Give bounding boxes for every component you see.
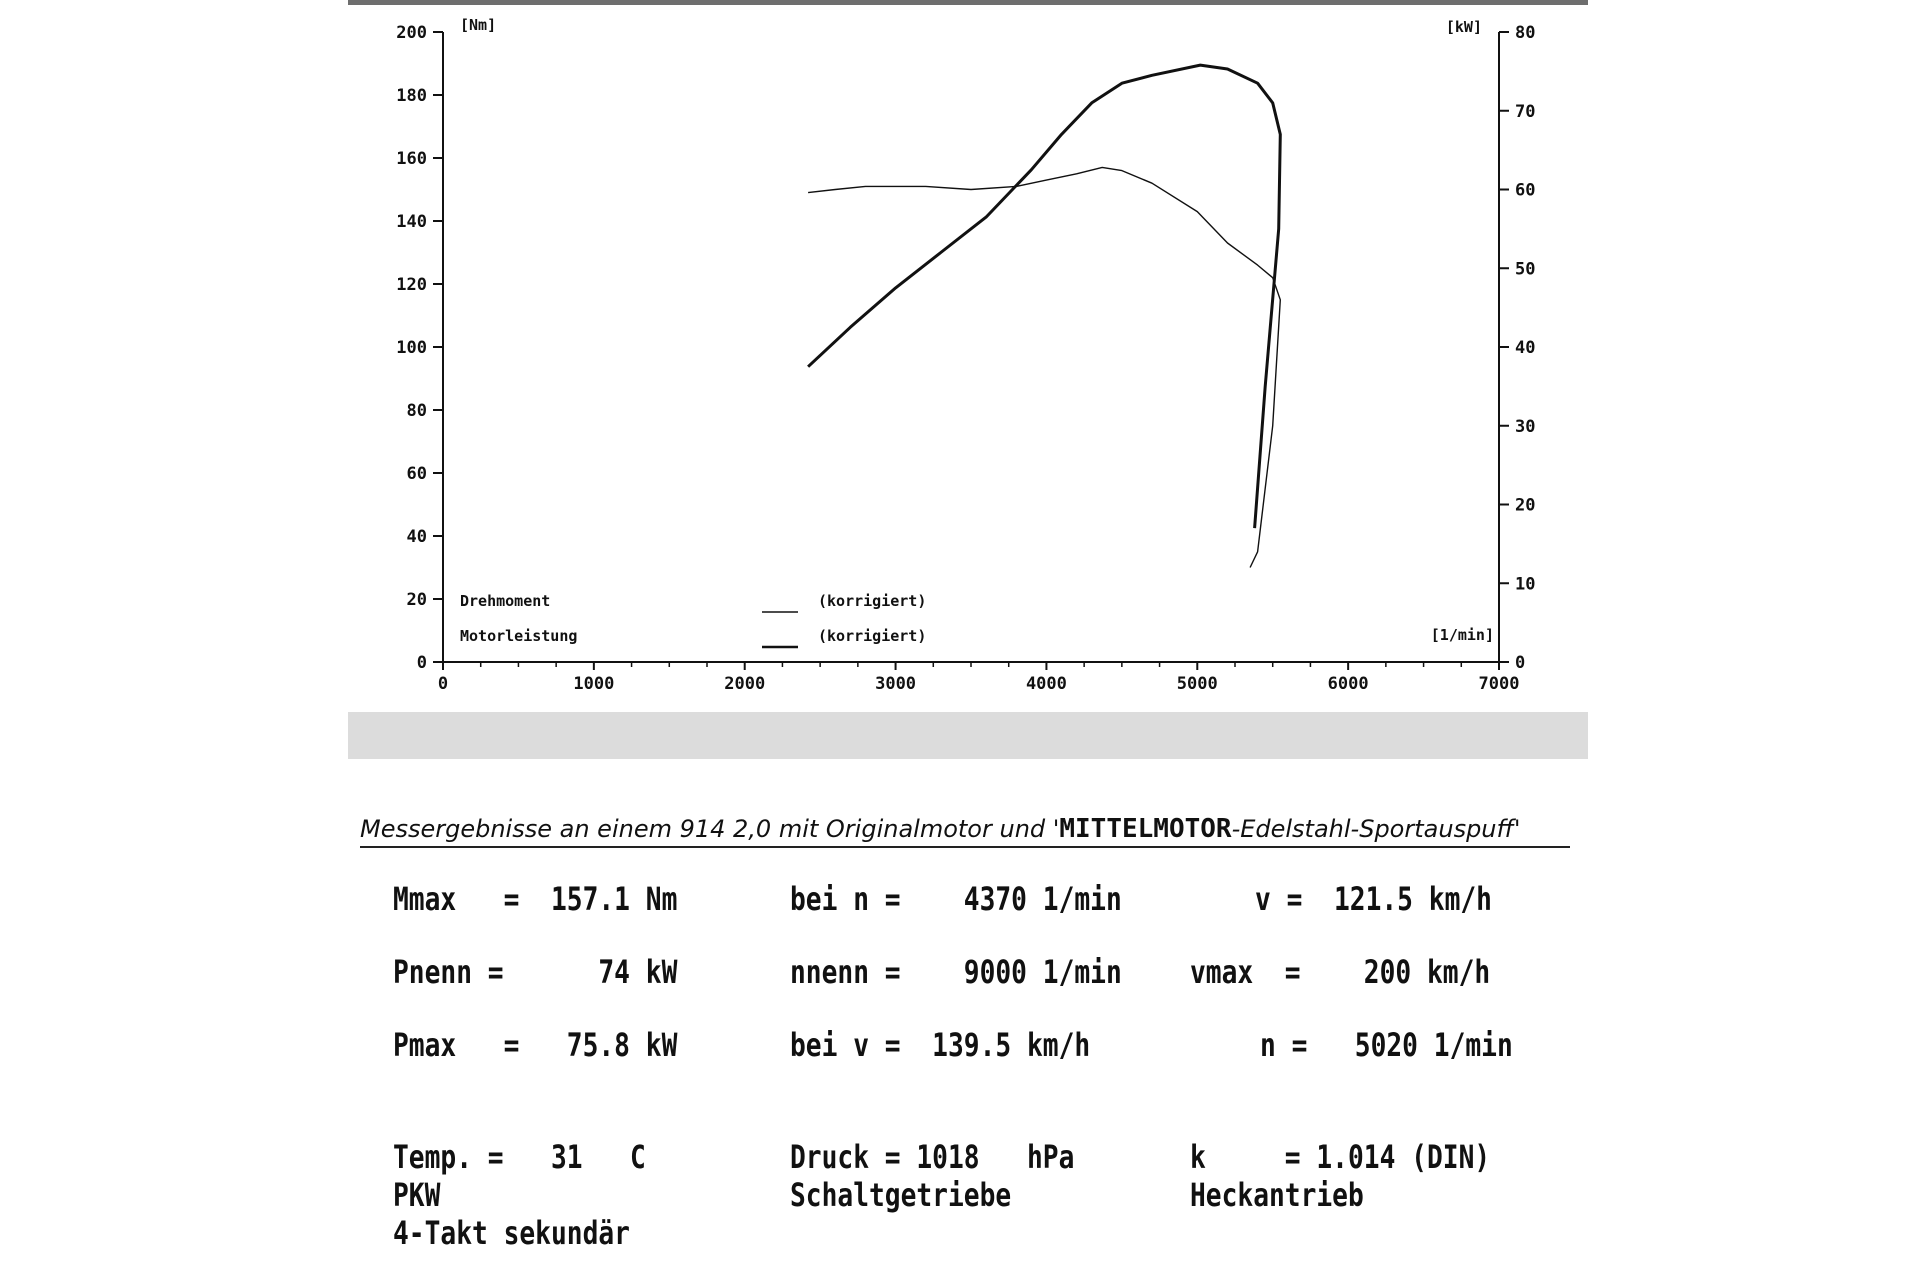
y-left-tick-label: 180 — [396, 86, 427, 106]
y-right-tick-label: 50 — [1515, 259, 1536, 280]
x-unit-label: [1/min] — [1430, 626, 1494, 644]
x-tick-label: 2000 — [724, 674, 766, 694]
y-right-tick-label: 60 — [1515, 180, 1536, 201]
y-right-tick-label: 70 — [1515, 101, 1536, 122]
transmission: Schaltgetriebe — [790, 1176, 1012, 1214]
y-right-tick-label: 80 — [1515, 23, 1536, 43]
legend-entry-name: Drehmoment — [460, 592, 551, 610]
y-left-tick-label: 40 — [406, 527, 427, 547]
caption-prefix: Messergebnisse an einem 914 2,0 mit Originalmotor und ' — [360, 815, 1060, 843]
y-right-tick-label: 20 — [1515, 495, 1536, 516]
legend-entry-note: (korrigiert) — [818, 592, 927, 610]
y-right-tick-label: 10 — [1515, 574, 1536, 595]
y-left-tick-label: 20 — [406, 590, 427, 610]
gray-band — [348, 712, 1588, 759]
y-left-unit-label: [Nm] — [460, 16, 497, 34]
correction-factor: k = 1.014 (DIN) — [1190, 1138, 1491, 1176]
nnenn-value: nnenn = 9000 1/min — [790, 953, 1122, 991]
legend-entry-note: (korrigiert) — [818, 627, 927, 645]
y-left-tick-label: 0 — [416, 653, 427, 673]
chart-lines — [808, 65, 1280, 567]
y-left-tick-label: 80 — [406, 401, 427, 421]
vmax-value: vmax = 200 km/h — [1190, 953, 1491, 991]
y-right-unit-label: [kW] — [1445, 18, 1482, 36]
legend-entry-name: Motorleistung — [460, 627, 578, 645]
vehicle-type: PKW — [393, 1176, 441, 1214]
result-caption — [360, 814, 1570, 848]
pmax-speed: bei v = 139.5 km/h — [790, 1026, 1091, 1064]
caption-brand: MITTELMOTOR — [1059, 814, 1232, 844]
power-curve — [808, 65, 1280, 528]
pnenn-value: Pnenn = 74 kW — [393, 953, 678, 991]
y-right-tick-label: 40 — [1515, 338, 1536, 358]
x-tick-label: 0 — [437, 674, 449, 694]
x-tick-label: 1000 — [573, 674, 615, 694]
y-left-tick-label: 100 — [396, 338, 427, 358]
x-tick-label: 5000 — [1176, 674, 1218, 694]
y-left-tick-label: 60 — [406, 464, 427, 484]
mmax-rpm: bei n = 4370 1/min — [790, 880, 1122, 918]
y-left-tick-label: 160 — [396, 149, 427, 169]
chart-labels — [460, 16, 1494, 647]
pmax-rpm: n = 5020 1/min — [1260, 1026, 1513, 1064]
y-right-tick-label: 30 — [1515, 416, 1536, 437]
temperature: Temp. = 31 C — [393, 1138, 646, 1176]
mmax-value: Mmax = 157.1 Nm — [393, 880, 678, 918]
caption-suffix: -Edelstahl-Sportauspuff' — [1231, 815, 1521, 843]
mmax-speed: v = 121.5 km/h — [1255, 880, 1492, 918]
x-tick-label: 7000 — [1478, 674, 1520, 694]
pressure: Druck = 1018 hPa — [790, 1138, 1075, 1176]
x-tick-label: 6000 — [1327, 674, 1369, 694]
chart-ticks — [396, 23, 1535, 694]
engine-cycle: 4-Takt sekundär — [393, 1214, 630, 1252]
x-tick-label: 3000 — [875, 674, 917, 694]
x-tick-label: 4000 — [1025, 674, 1067, 694]
y-right-tick-label: 0 — [1515, 653, 1526, 673]
chart-axes — [443, 32, 1499, 662]
drive-type: Heckantrieb — [1190, 1176, 1364, 1214]
torque-curve — [808, 167, 1280, 567]
y-left-tick-label: 200 — [396, 23, 427, 43]
pmax-value: Pmax = 75.8 kW — [393, 1026, 678, 1064]
y-left-tick-label: 140 — [396, 212, 427, 232]
y-left-tick-label: 120 — [396, 275, 427, 295]
